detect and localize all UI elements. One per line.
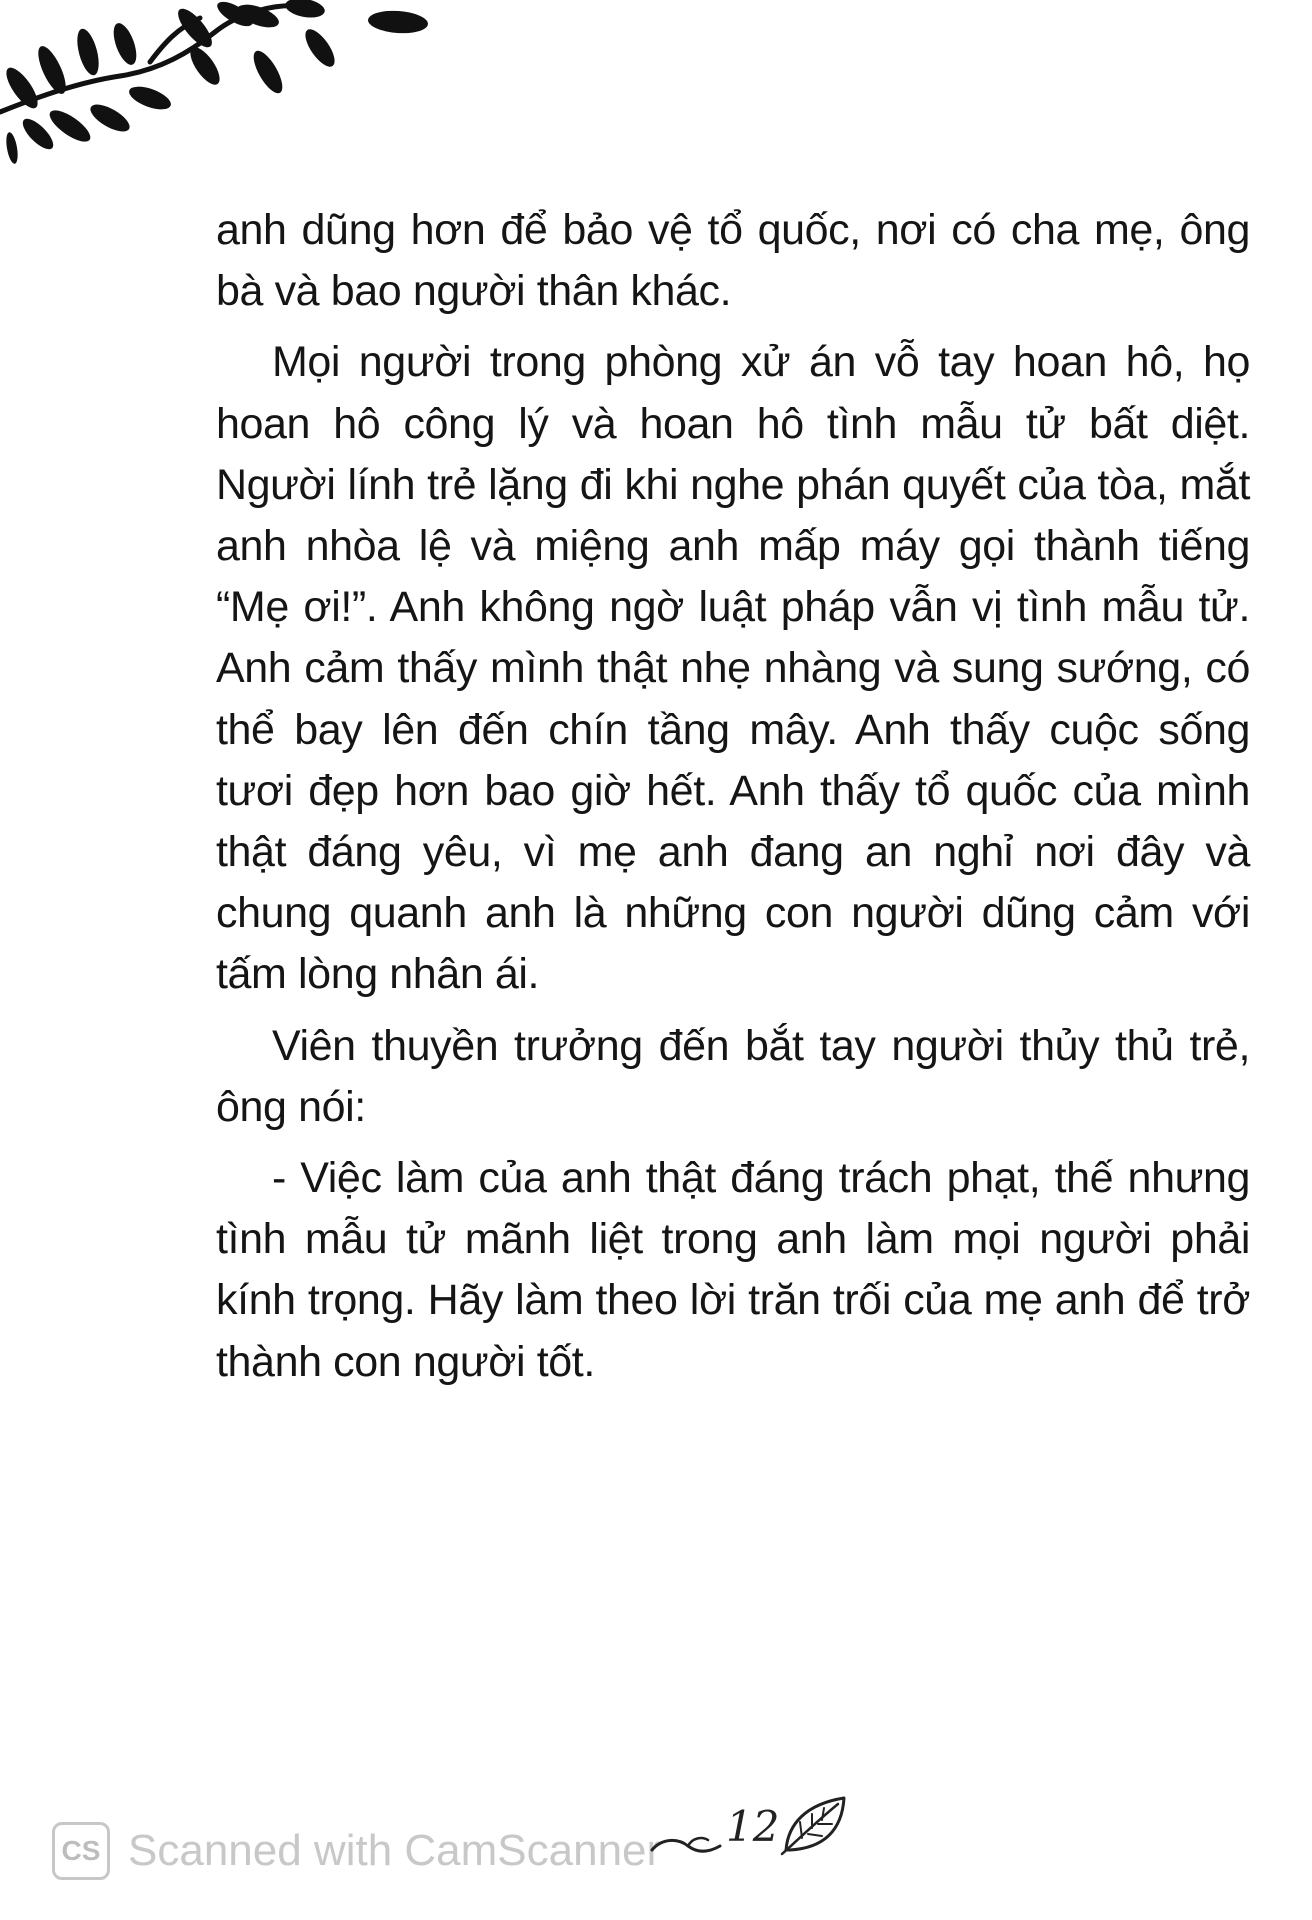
camscanner-watermark bbox=[52, 1820, 661, 1882]
story-text bbox=[216, 200, 1250, 1403]
swirl-flourish-icon bbox=[648, 1832, 724, 1862]
paragraph-courtroom: Mọi người trong phòng xử án vỗ tay hoan hô, họ hoan hô công lý và hoan hô tình mẫu tử bất diệt. Người lính trẻ lặng đi khi nghe phán quyết của tòa, mắt anh nhòa lệ và miệng anh mấp máy gọi thành tiếng “Mẹ ơi!”. Anh không ngờ luật pháp vẫn vị tình mẫu tử. Anh cảm thấy mình thật nhẹ nhàng và sung sướng, có thể bay lên đến chín tầng mây. Anh thấy cuộc sống tươi đẹp hơn bao giờ hết. Anh thấy tổ quốc của mình thật đáng yêu, vì mẹ anh đang an nghỉ nơi đây và chung quanh anh là những con người dũng cảm với tấm lòng nhân ái. bbox=[216, 338, 1250, 999]
page-number: 12 bbox=[726, 1802, 780, 1851]
camscanner-logo-icon: CS bbox=[52, 1822, 110, 1880]
watermark-text: Scanned with CamScanner bbox=[128, 1826, 662, 1875]
paragraph-dialogue: - Việc làm của anh thật đáng trách phạt, thế nhưng tình mẫu tử mãnh liệt trong anh làm mọi người phải kính trọng. Hãy làm theo lời trăn trối của mẹ anh để trở thành con người tốt. bbox=[216, 1154, 1250, 1386]
page-footer bbox=[0, 1780, 1312, 1880]
vine-ornament bbox=[0, 0, 440, 175]
paragraph-continuation: anh dũng hơn để bảo vệ tổ quốc, nơi có cha mẹ, ông bà và bao người thân khác. bbox=[216, 206, 1250, 316]
leaf-outline-icon bbox=[780, 1794, 850, 1856]
paragraph-captain: Viên thuyền trưởng đến bắt tay người thủy thủ trẻ, ông nói: bbox=[216, 1021, 1250, 1131]
